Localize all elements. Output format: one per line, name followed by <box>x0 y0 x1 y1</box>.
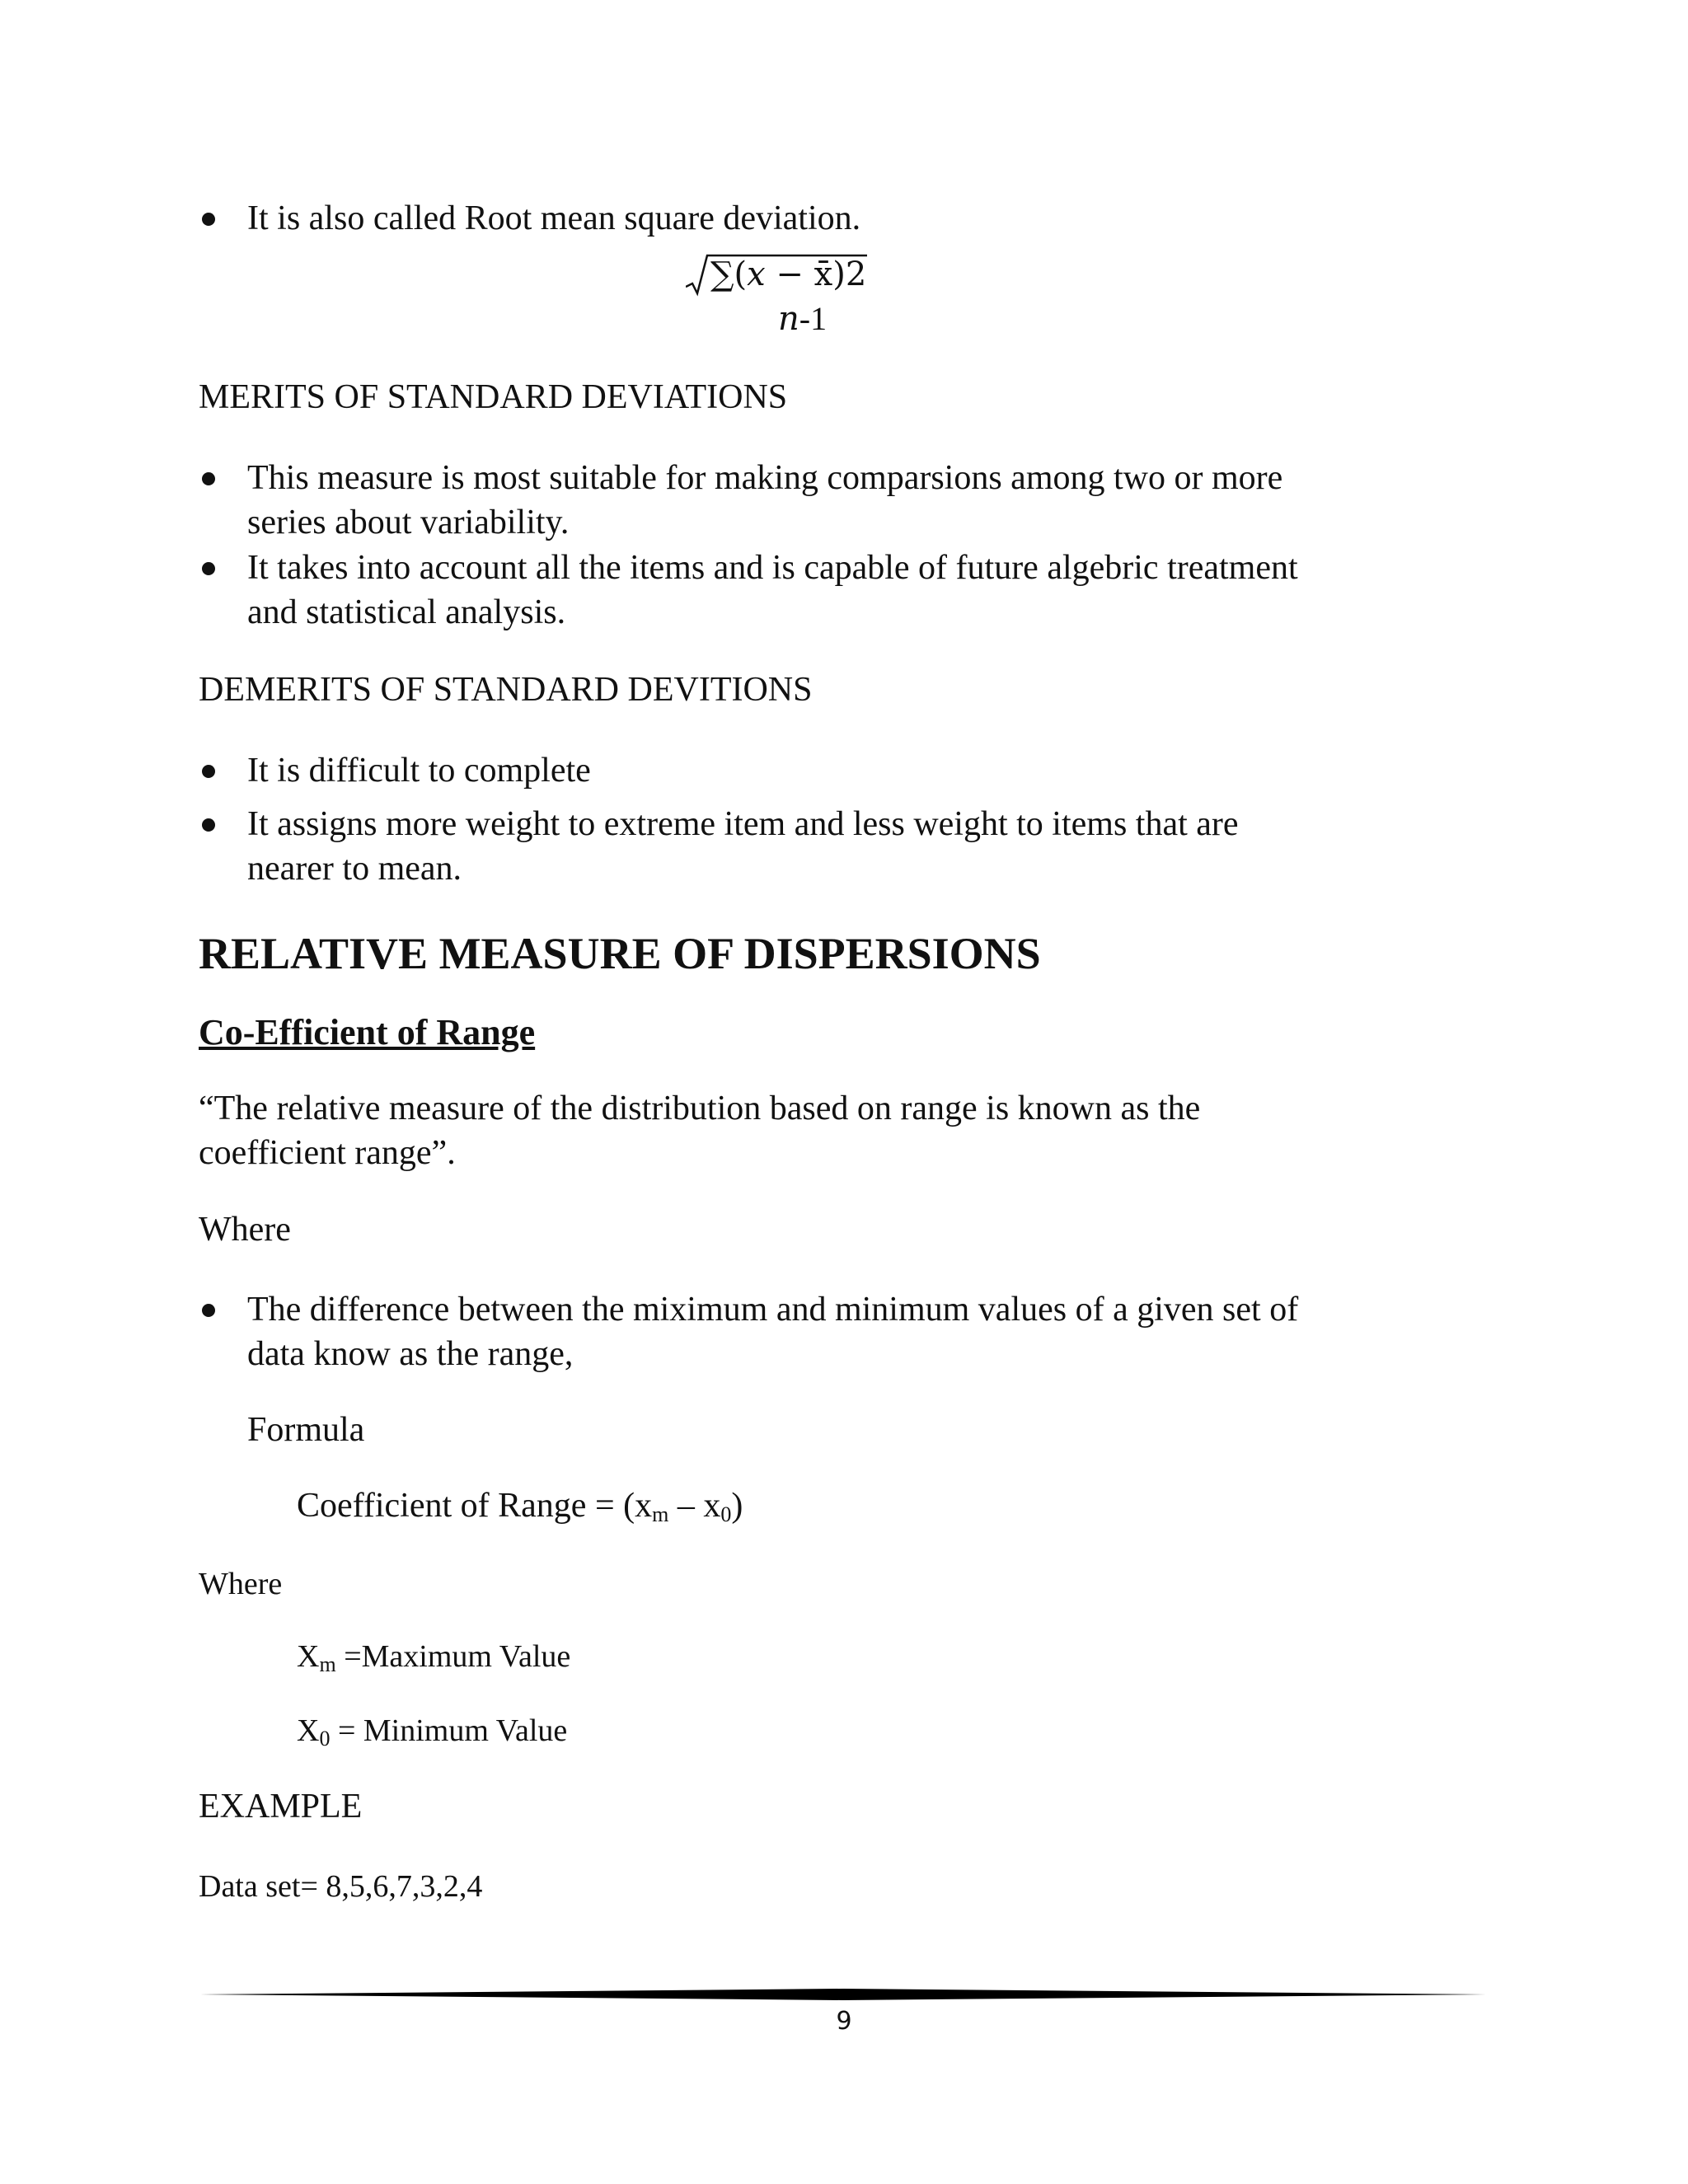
footer-divider <box>200 1988 1486 2001</box>
definition-min-value: $X_0$ = Minimum Value <box>297 1713 568 1750</box>
definition-line-2: coefficient range”. <box>199 1134 456 1172</box>
formula-numerator: ∑(𝑥 − x̄)2 <box>710 255 867 293</box>
demerits-heading: DEMERITS OF STANDARD DEVITIONS <box>199 671 813 709</box>
demerit-item-1: It is difficult to complete <box>247 748 591 793</box>
example-label: EXAMPLE <box>199 1788 363 1825</box>
demerit-item-2: It assigns more weight to extreme item and less weight to items that are nearer to mean. <box>247 802 1239 891</box>
merits-heading: MERITS OF STANDARD DEVIATIONS <box>199 378 788 416</box>
bullet-icon <box>202 765 215 778</box>
formula-denominator: 𝑛-1 <box>778 300 828 337</box>
bullet-icon <box>202 213 215 226</box>
formula-label: Formula <box>247 1411 365 1449</box>
merit-item-1: This measure is most suitable for making comparsions among two or more series about variability. <box>247 456 1282 545</box>
section-title: RELATIVE MEASURE OF DISPERSIONS <box>199 929 1041 978</box>
coefficient-of-range-formula: Coefficient of Range = $(x_m - x_0)$ <box>297 1487 743 1526</box>
page-number: 9 <box>836 2007 852 2036</box>
where-label: Where <box>199 1211 291 1249</box>
bullet-root-mean-square: It is also called Root mean square deviation. <box>247 196 860 241</box>
range-bullet: The difference between the miximum and minimum values of a given set of data know as the range, <box>247 1287 1298 1376</box>
data-set-line: Data set= 8,5,6,7,3,2,4 <box>199 1869 483 1904</box>
bullet-icon <box>202 1304 215 1317</box>
definition-max-value: $X_m$ =Maximum Value <box>297 1639 571 1676</box>
definition-line-1: “The relative measure of the distribution based on range is known as the <box>199 1090 1201 1127</box>
subsection-title: Co-Efficient of Range <box>199 1012 536 1052</box>
bullet-icon <box>202 472 215 485</box>
where-label-2: Where <box>199 1567 283 1601</box>
bullet-icon <box>202 818 215 832</box>
merit-item-2: It takes into account all the items and is capable of future algebric treatment and statistical analysis. <box>247 546 1298 635</box>
standard-deviation-formula <box>686 254 884 344</box>
bullet-icon <box>202 562 215 575</box>
